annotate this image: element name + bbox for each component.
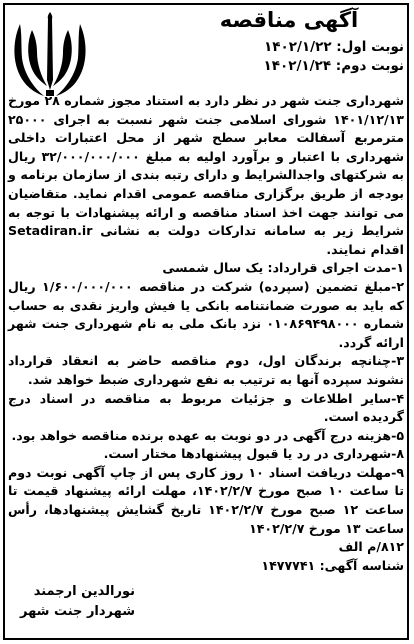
ad-body	[8, 92, 404, 575]
ad-code: ۸۱۲/م الف	[338, 539, 404, 555]
intro-text: شهرداری جنت شهر در نظر دارد به استناد مجوز شماره ۲۸ مورخ ۱۴۰۱/۱۲/۱۳ شورای اسلامی جنت شهر نسبت به اجرای ۲۵۰۰۰ مترمربع آسفالت معابر سطح شهر از محل اعتبارات داخلی شهرداری با اعتبار و برآورد اولیه به مبلغ ۳۲/۰۰۰/۰۰۰/۰۰۰ ریال به شرکتهای واجدالشرایط و دارای رتبه بندی از سازمان برنامه و بودجه از طریق برگزاری مناقصه عمومی اقدام نماید. متقاضیان می توانند جهت اخذ اسناد مناقصه و ارائه پیشنهادات با توجه به شرایط زیر به سامانه تدارکات دولت به نشانی	[8, 93, 404, 239]
list-item: ۹-مهلت دریافت اسناد ۱۰ روز کاری پس از چاپ آگهی نوبت دوم تا ساعت ۱۰ صبح مورخ ۱۴۰۲/۲/۷، مهلت ارائه پیشنهاد قیمت تا ساعت ۱۲ صبح مورخ ۱۴۰۲/۲/۷ تاریخ گشایش پیشنهادها، رأس ساعت ۱۳ مورخ ۱۴۰۲/۲/۷	[8, 464, 405, 536]
list-item: ۴-سایر اطلاعات و جزئیات مربوط به مناقصه در اسناد درج گردیده است.	[8, 390, 404, 425]
ad-id: شناسه آگهی: ۱۴۷۷۷۴۱	[261, 557, 404, 573]
signature-block	[20, 582, 135, 622]
ad-header	[174, 8, 404, 76]
setadiran-link[interactable]: Setadiran.ir	[8, 223, 93, 239]
list-item: ۱-مدت اجرای قرارداد: یک سال شمسی	[162, 260, 404, 276]
ad-title: آگهی مناقصه	[219, 8, 359, 32]
list-item: ۸-شهرداری در رد یا قبول پیشنهادها مختار است.	[103, 446, 404, 462]
list-item: ۲-مبلغ تضمین (سپرده) شرکت در مناقصه ۱/۶۰۰/۰۰۰/۰۰۰ ریال که باید به صورت ضمانتنامه بانکی یا فیش واریز نقدی به حساب شماره ۰۱۰۸۶۹۴۹۸۰۰۰ نزد بانک ملی به نام شهرداری جنت شهر ارائه گردد.	[8, 278, 404, 350]
list-item: ۳-چنانچه برندگان اول، دوم مناقصه حاضر به انعقاد قرارداد نشوند سپرده آنها به ترتیب به نفع شهرداری ضبط خواهد شد.	[8, 353, 404, 387]
list-item: ۵-هزینه درج آگهی در دو نوبت به عهده برنده مناقصه خواهد بود.	[11, 427, 404, 443]
intro-text-end: اقدام نمایند.	[326, 241, 404, 257]
second-round-date: نوبت دوم: ۱۴۰۲/۱/۲۴	[263, 58, 404, 74]
iran-emblem-icon	[10, 10, 90, 98]
mayor-name: نورالدین ارجمند	[33, 584, 136, 599]
intro-paragraph	[8, 92, 404, 259]
mayor-position: شهردار جنت شهر	[20, 604, 136, 619]
first-round-date: نوبت اول: ۱۴۰۲/۱/۲۲	[264, 39, 404, 55]
